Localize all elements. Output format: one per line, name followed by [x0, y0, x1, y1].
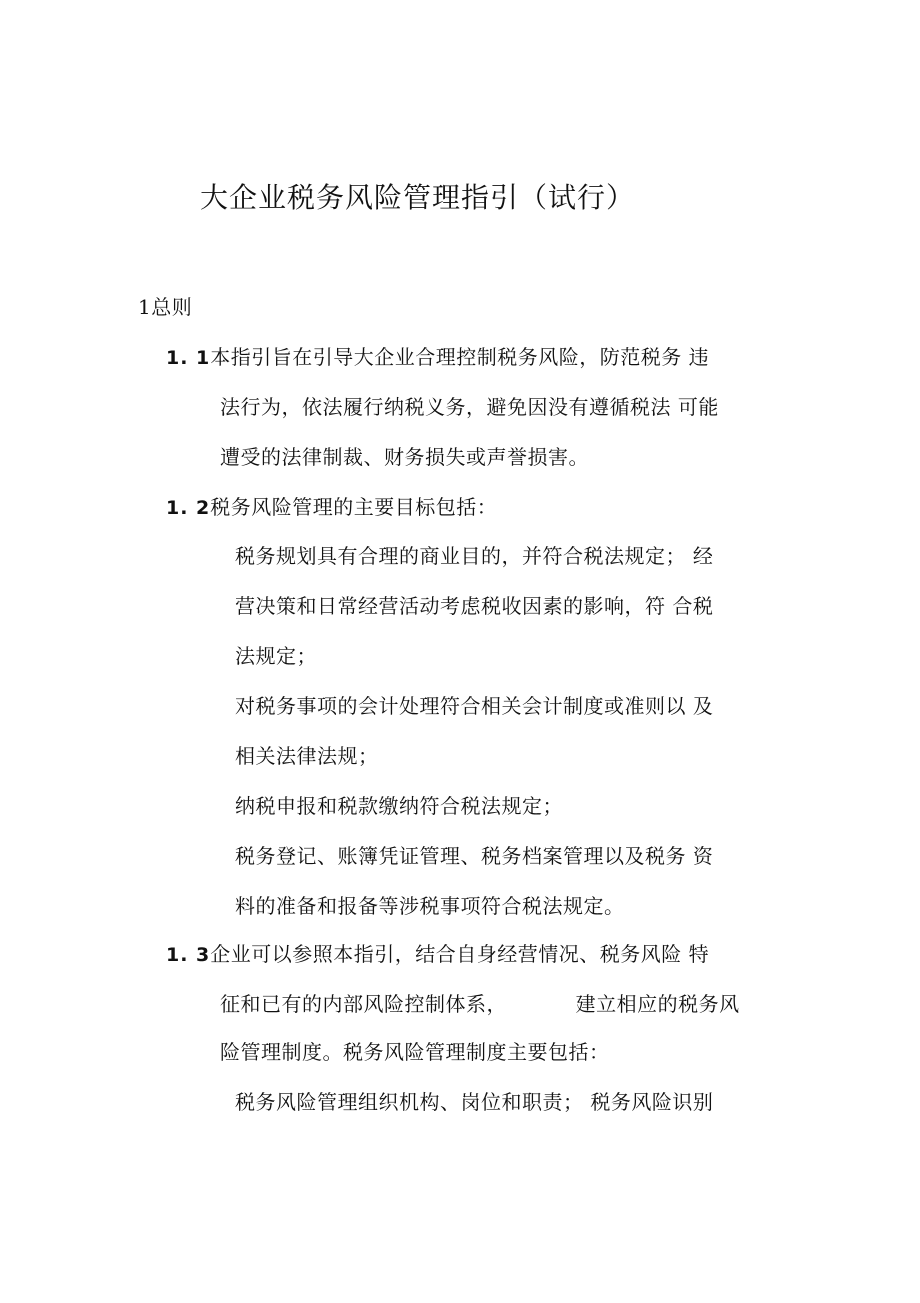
list-line: 对税务事项的会计处理符合相关会计制度或准则以 及 [235, 694, 714, 718]
list-line: 料的准备和报备等涉税事项符合税法规定。 [235, 894, 625, 918]
list-line: 相关法律法规； [235, 744, 379, 768]
list-line: 税务风险管理组织机构、岗位和职责； 税务风险识别 [235, 1090, 714, 1114]
clause-number: 1. 3 [166, 944, 211, 966]
paragraph-line: 本指引旨在引导大企业合理控制税务风险，防范税务 违 [210, 345, 710, 369]
paragraph-1-3 [166, 941, 709, 968]
paragraph-line: 企业可以参照本指引，结合自身经营情况、税务风险 特 [210, 942, 710, 966]
paragraph-line: 征和已有的内部风险控制体系， 建立相应的税务风 [220, 992, 740, 1016]
clause-number: 1. 2 [166, 497, 211, 519]
list-line: 法规定； [235, 644, 317, 668]
list-line: 税务登记、账簿凭证管理、税务档案管理以及税务 资 [235, 844, 714, 868]
list-line: 纳税申报和税款缴纳符合税法规定； [235, 794, 563, 818]
paragraph-line: 法行为，依法履行纳税义务，避免因没有遵循税法 可能 [220, 395, 719, 419]
clause-number: 1. 1 [166, 347, 211, 369]
document-title: 大企业税务风险管理指引（试行） [200, 181, 636, 214]
section-heading: 1总则 [138, 295, 193, 319]
list-line: 税务规划具有合理的商业目的，并符合税法规定； 经 [235, 544, 714, 568]
paragraph-line: 税务风险管理的主要目标包括： [210, 495, 498, 519]
paragraph-1-1 [166, 344, 709, 371]
paragraph-1-2 [166, 494, 497, 521]
list-line: 营决策和日常经营活动考虑税收因素的影响，符 合税 [235, 594, 714, 618]
paragraph-line: 险管理制度。税务风险管理制度主要包括： [220, 1040, 610, 1064]
paragraph-line: 遭受的法律制裁、财务损失或声誉损害。 [220, 445, 589, 469]
